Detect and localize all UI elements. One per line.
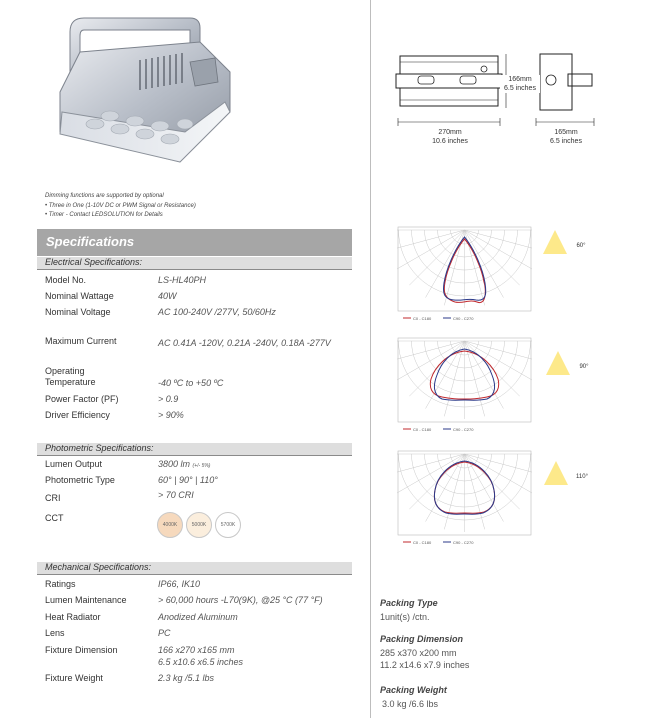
spec-value: AC 100-240V /277V, 50/60Hz	[158, 307, 276, 317]
spec-value: > 70 CRI	[158, 490, 194, 500]
spec-label: Fixture Weight	[45, 673, 103, 683]
specifications-header	[37, 229, 352, 256]
spec-label: Nominal Voltage	[45, 307, 111, 317]
spec-value: 166 x270 x165 mm	[158, 645, 235, 655]
legend-c0-label: C0 - C180	[413, 540, 432, 545]
electrical-section-title: Electrical Specifications:	[45, 257, 143, 267]
packing-dimension-title: Packing Dimension	[380, 634, 464, 644]
spec-label: Nominal Wattage	[45, 291, 114, 301]
polar-radial-line	[409, 230, 464, 285]
dimension-drawing	[388, 42, 598, 152]
spec-value: 40W	[158, 291, 177, 301]
beam-angle-tag-110	[543, 460, 588, 486]
polar-radial-line	[465, 454, 520, 509]
spec-label: Maximum Current	[45, 336, 117, 346]
beam-cone-icon	[542, 229, 568, 255]
beam-angle-label: 90°	[579, 364, 589, 370]
beam-angle-tag-60	[542, 229, 586, 255]
packing-dimension-mm: 285 x370 x200 mm	[380, 648, 457, 658]
spec-value: LS-HL40PH	[158, 275, 207, 285]
length-in: 10.6 inches	[432, 138, 468, 145]
spec-label: Heat Radiator	[45, 612, 101, 622]
polar-chart-110	[397, 450, 532, 546]
spec-label: Lens	[45, 628, 65, 638]
depth-dimension	[540, 128, 592, 146]
lumen-value: 3800 lm	[158, 459, 191, 469]
column-divider	[370, 0, 371, 718]
spec-value: IP66, IK10	[158, 579, 201, 589]
specifications-title: Specifications	[46, 234, 135, 249]
spec-label: CCT	[45, 513, 64, 523]
cct-swatch-5000k: 5000K	[186, 512, 212, 538]
spec-label-operating: Operating	[45, 366, 85, 376]
spec-label: Model No.	[45, 275, 87, 285]
packing-dimension-in: 11.2 x14.6 x7.9 inches	[380, 660, 470, 670]
spec-label: Driver Efficiency	[45, 410, 110, 420]
cct-swatch-4000k: 4000K	[157, 512, 183, 538]
spec-value: AC 0.41A -120V, 0.21A -240V, 0.18A -277V	[158, 338, 331, 348]
height-in: 6.5 inches	[504, 85, 536, 92]
polar-radial-line	[465, 230, 520, 285]
beam-angle-tag-90	[545, 350, 589, 376]
spec-value: 60° | 90° | 110°	[158, 475, 218, 485]
spec-label: Lumen Maintenance	[45, 595, 127, 605]
dimming-note-option-2: • Timer - Contact LEDSOLUTION for Details	[45, 212, 163, 218]
dimming-note-option-1: • Three in One (1-10V DC or PWM Signal or Resistance)	[45, 203, 196, 209]
product-photo	[40, 12, 250, 172]
polar-radial-line	[409, 341, 464, 396]
spec-value-inches: 6.5 x10.6 x6.5 inches	[158, 657, 244, 667]
legend-c90-label: C90 - C270	[453, 316, 474, 321]
spec-label: Fixture Dimension	[45, 645, 118, 655]
dimming-note-title: Dimming functions are supported by optional	[45, 193, 164, 199]
spec-value: Anodized Aluminum	[158, 612, 238, 622]
legend-c90-label: C90 - C270	[453, 427, 474, 432]
height-dimension	[500, 75, 540, 93]
cct-swatch-5700k: 5700K	[215, 512, 241, 538]
beam-cone-icon	[543, 460, 569, 486]
polar-chart-90	[397, 337, 532, 433]
packing-type-value: 1unit(s) /ctn.	[380, 612, 430, 622]
legend-c90-label: C90 - C270	[453, 540, 474, 545]
polar-radial-line	[409, 454, 464, 509]
spec-value: > 90%	[158, 410, 184, 420]
packing-weight-value: 3.0 kg /6.6 lbs	[382, 699, 439, 709]
mechanical-section-title: Mechanical Specifications:	[45, 562, 152, 572]
spec-label: Lumen Output	[45, 459, 103, 469]
legend-c0-label: C0 - C180	[413, 427, 432, 432]
spec-value: > 60,000 hours -L70(9K), @25 °C (77 °F)	[158, 595, 323, 605]
beam-angle-label: 110°	[576, 474, 588, 480]
spec-label: CRI	[45, 493, 61, 503]
electrical-section-bar	[37, 257, 352, 270]
photometric-section-bar	[37, 443, 352, 456]
depth-mm: 165mm	[554, 129, 578, 136]
length-dimension	[424, 128, 476, 146]
height-mm: 166mm	[508, 76, 532, 83]
spec-value: PC	[158, 628, 171, 638]
spec-value-lumen	[158, 458, 210, 472]
length-mm: 270mm	[438, 129, 462, 136]
polar-grid	[397, 451, 532, 535]
packing-weight-title: Packing Weight	[380, 685, 447, 695]
spec-value: 2.3 kg /5.1 lbs	[158, 673, 215, 683]
mechanical-section-bar	[37, 562, 352, 575]
polar-radial-line	[465, 341, 520, 396]
beam-cone-icon	[545, 350, 571, 376]
depth-in: 6.5 inches	[550, 138, 582, 145]
photometric-section-title: Photometric Specifications:	[45, 443, 154, 453]
spec-value: -40 ºC to +50 ºC	[158, 378, 224, 388]
polar-chart-60	[397, 226, 532, 322]
lumen-tolerance: (+/- 5%)	[192, 463, 211, 469]
spec-value: > 0.9	[158, 394, 179, 404]
spec-label: Photometric Type	[45, 475, 115, 485]
spec-label-temperature: Temperature	[45, 377, 96, 387]
spec-label: Power Factor (PF)	[45, 394, 119, 404]
curve-c0-c180	[444, 239, 485, 303]
spec-label: Ratings	[45, 579, 76, 589]
packing-type-title: Packing Type	[380, 598, 438, 608]
legend-c0-label: C0 - C180	[413, 316, 432, 321]
beam-angle-label: 60°	[576, 243, 586, 249]
